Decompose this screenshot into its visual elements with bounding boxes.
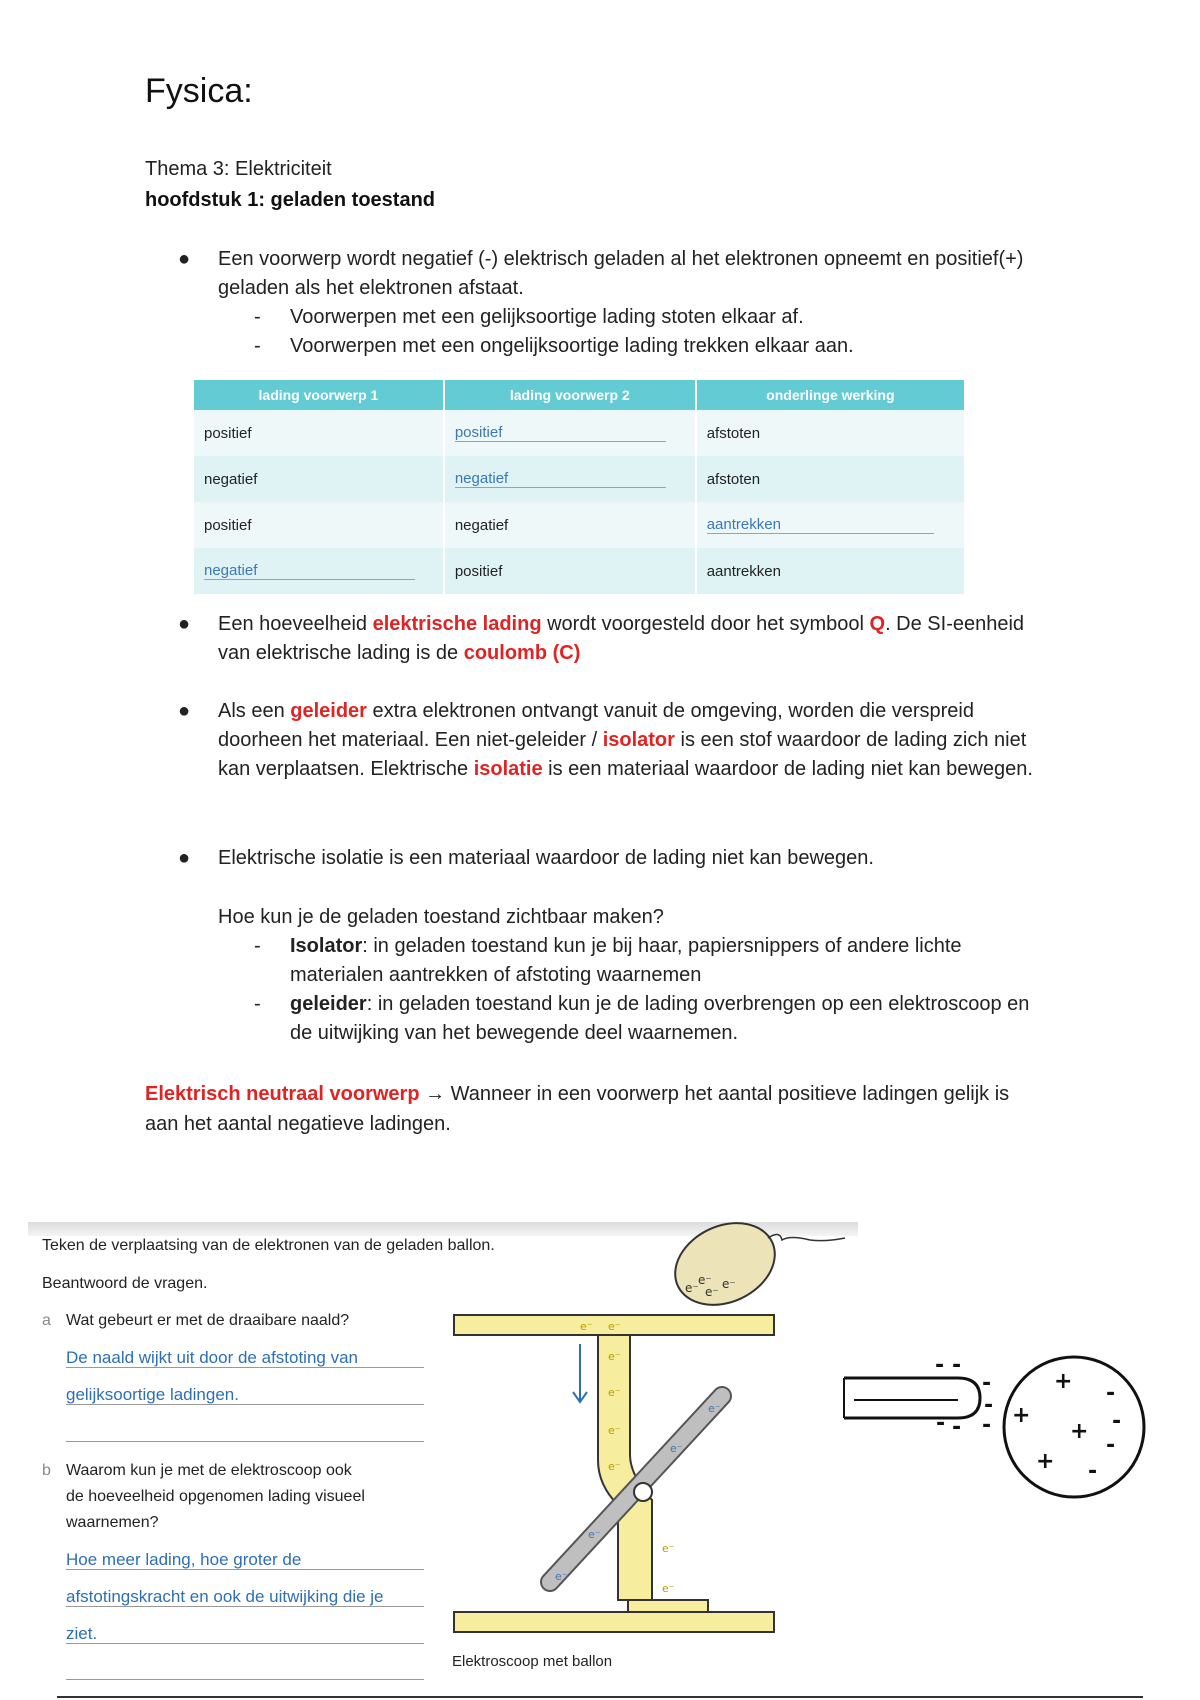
minus-sign: - <box>1112 1409 1122 1434</box>
minus-sign: - <box>952 1353 962 1378</box>
sub-bullet-text: Voorwerpen met een ongelijksoortige lading trekken elkaar aan. <box>290 335 854 357</box>
table-cell-answer: negatief <box>194 548 444 594</box>
page-title: Fysica: <box>145 72 253 110</box>
table-cell: positief <box>194 410 444 456</box>
base-plate <box>454 1612 774 1632</box>
charge-interaction-table <box>194 380 966 594</box>
table-header: onderlinge werking <box>696 380 965 410</box>
electron: e⁻ <box>608 1350 621 1363</box>
plus-sign: + <box>1012 1403 1031 1428</box>
exercise-instruction: Teken de verplaatsing van de elektronen van de geladen ballon. <box>42 1237 495 1254</box>
question-b-line3: waarnemen? <box>66 1514 159 1531</box>
minus-sign: - <box>1106 1381 1116 1406</box>
bullet-dot: ● <box>178 847 191 869</box>
answer-line <box>66 1404 424 1405</box>
term-isolator-bold: Isolator <box>290 935 363 957</box>
bullet-dot: ● <box>178 613 191 635</box>
sub-bullet-like: - Voorwerpen met een gelijksoortige lading stoten elkaar af. <box>254 303 804 332</box>
balloon-string <box>768 1234 845 1240</box>
electron: e⁻ <box>608 1424 621 1437</box>
answer-b-line3: ziet. <box>66 1624 98 1643</box>
question-label-b: b <box>42 1462 51 1479</box>
table-cell: negatief <box>194 456 444 502</box>
plus-sign: + <box>1054 1369 1073 1394</box>
electron: e⁻ <box>662 1582 675 1595</box>
neutral-definition: Elektrisch neutraal voorwerp → Wanneer in een voorwerp het aantal positieve ladingen gelijk is aan het aantal negatieve ladingen. <box>145 1083 1010 1135</box>
electron: e⁻ <box>722 1277 736 1291</box>
illustration-caption: Elektroscoop met ballon <box>452 1653 613 1670</box>
chapter-heading: hoofdstuk 1: geladen toestand <box>145 189 436 211</box>
electron: e⁻ <box>662 1542 675 1555</box>
table-row <box>194 456 965 502</box>
electron: e⁻ <box>588 1528 601 1541</box>
page-bottom-rule <box>57 1696 1143 1698</box>
term-neutral: Elektrisch neutraal voorwerp <box>145 1083 420 1105</box>
answer-line <box>66 1367 424 1368</box>
answer-line <box>66 1606 424 1607</box>
electron: e⁻ <box>580 1320 593 1333</box>
bullet-text: Een voorwerp wordt negatief (-) elektrisch geladen al het elektronen opneemt en positief(+) geladen als het elektronen afstaat. <box>218 248 1024 299</box>
answer-line <box>66 1643 424 1644</box>
minus-sign: - <box>982 1413 992 1438</box>
term-isolation: isolatie <box>473 758 543 780</box>
bullet-charging <box>178 245 1058 303</box>
table-cell: positief <box>194 502 444 548</box>
table-header-row <box>194 380 965 410</box>
table-row <box>194 548 965 594</box>
sub-bullet-unlike: - Voorwerpen met een ongelijksoortige lading trekken elkaar aan. <box>254 332 854 361</box>
question-b-line1: Waarom kun je met de elektroscoop ook <box>66 1462 352 1479</box>
table-cell-answer: positief <box>444 410 696 456</box>
electroscope-illustration <box>440 1220 860 1660</box>
bullet-dot: ● <box>178 248 191 270</box>
term-conductor-bold: geleider <box>290 993 367 1015</box>
minus-sign: - <box>935 1353 945 1378</box>
base-block <box>628 1600 708 1612</box>
table-cell-answer: negatief <box>444 456 696 502</box>
electron: e⁻ <box>608 1386 621 1399</box>
table-row <box>194 502 965 548</box>
bullet-dot: ● <box>178 700 191 722</box>
table-cell-answer: aantrekken <box>696 502 965 548</box>
sub-bullet-conductor: - geleider: in geladen toestand kun je de lading overbrengen op een elektroscoop en de uitwijking van het bewegende deel waarnemen. <box>254 993 1030 1044</box>
electron: e⁻ <box>608 1320 621 1333</box>
term-electric-charge: elektrische lading <box>372 613 542 635</box>
table-header: lading voorwerp 2 <box>444 380 696 410</box>
minus-sign: - <box>982 1371 992 1396</box>
term-conductor: geleider <box>290 700 367 722</box>
charged-rod-sphere-sketch <box>840 1330 1160 1510</box>
bullet-isolation: ● Elektrische isolatie is een materiaal waardoor de lading niet kan bewegen. <box>178 844 1058 873</box>
table-cell: aantrekken <box>696 548 965 594</box>
table-header: lading voorwerp 1 <box>194 380 444 410</box>
answer-a-line1: De naald wijkt uit door de afstoting van <box>66 1348 359 1367</box>
minus-sign: - <box>936 1411 946 1436</box>
minus-sign: - <box>1106 1433 1116 1458</box>
electron: e⁻ <box>670 1442 683 1455</box>
answer-b-line1: Hoe meer lading, hoe groter de <box>66 1550 302 1569</box>
electron: e⁻ <box>708 1402 721 1415</box>
term-symbol-q: Q <box>869 613 886 635</box>
pivot <box>634 1483 652 1501</box>
table-cell: afstoten <box>696 456 965 502</box>
sub-bullet-isolator: - Isolator: in geladen toestand kun je bij haar, papiersnippers of andere lichte materialen aantrekken of afstoting waarnemen <box>254 935 962 986</box>
electron: e⁻ <box>705 1285 719 1299</box>
answer-line <box>66 1441 424 1442</box>
bullet-charge-quantity: ● Een hoeveelheid elektrische lading wordt voorgesteld door het symbool Q. De SI-eenheid van elektrische lading is de coulomb (C) <box>178 610 1058 668</box>
term-coulomb: coulomb (C) <box>463 642 581 664</box>
answer-line <box>66 1679 424 1680</box>
charged-rod <box>844 1378 980 1418</box>
sub-bullet-text: Voorwerpen met een gelijksoortige lading stoten elkaar af. <box>290 306 804 328</box>
table-cell: negatief <box>444 502 696 548</box>
theme-heading: Thema 3: Elektriciteit <box>145 158 332 180</box>
visibility-question: Hoe kun je de geladen toestand zichtbaar maken? <box>218 906 664 928</box>
answer-b-line2: afstotingskracht en ook de uitwijking die je <box>66 1587 384 1606</box>
electron: e⁻ <box>698 1273 712 1287</box>
minus-sign: - <box>952 1415 962 1440</box>
table-cell: afstoten <box>696 410 965 456</box>
answer-line <box>66 1569 424 1570</box>
exercise-instruction: Beantwoord de vragen. <box>42 1275 208 1292</box>
table-cell: positief <box>444 548 696 594</box>
question-a: Wat gebeurt er met de draaibare naald? <box>66 1312 350 1329</box>
electron: e⁻ <box>685 1281 699 1295</box>
minus-sign: - <box>984 1393 994 1418</box>
electron: e⁻ <box>555 1570 568 1583</box>
term-isolator: isolator <box>602 729 675 751</box>
electron: e⁻ <box>608 1460 621 1473</box>
plus-sign: + <box>1036 1449 1055 1474</box>
question-label-a: a <box>42 1312 51 1329</box>
answer-a-line2: gelijksoortige ladingen. <box>66 1385 239 1404</box>
balloon <box>662 1220 788 1320</box>
question-b-line2: de hoeveelheid opgenomen lading visueel <box>66 1488 365 1505</box>
plus-sign: + <box>1070 1419 1089 1444</box>
minus-sign: - <box>1088 1459 1098 1484</box>
table-row <box>194 410 965 456</box>
bullet-conductor: ● Als een geleider extra elektronen ontvangt vanuit de omgeving, worden die verspreid doorheen het materiaal. Een niet-geleider / isolator is een stof waardoor de lading zich niet kan verplaatsen. Elektrische isolatie is een materiaal waardoor de lading niet kan bewegen. <box>178 697 1058 784</box>
